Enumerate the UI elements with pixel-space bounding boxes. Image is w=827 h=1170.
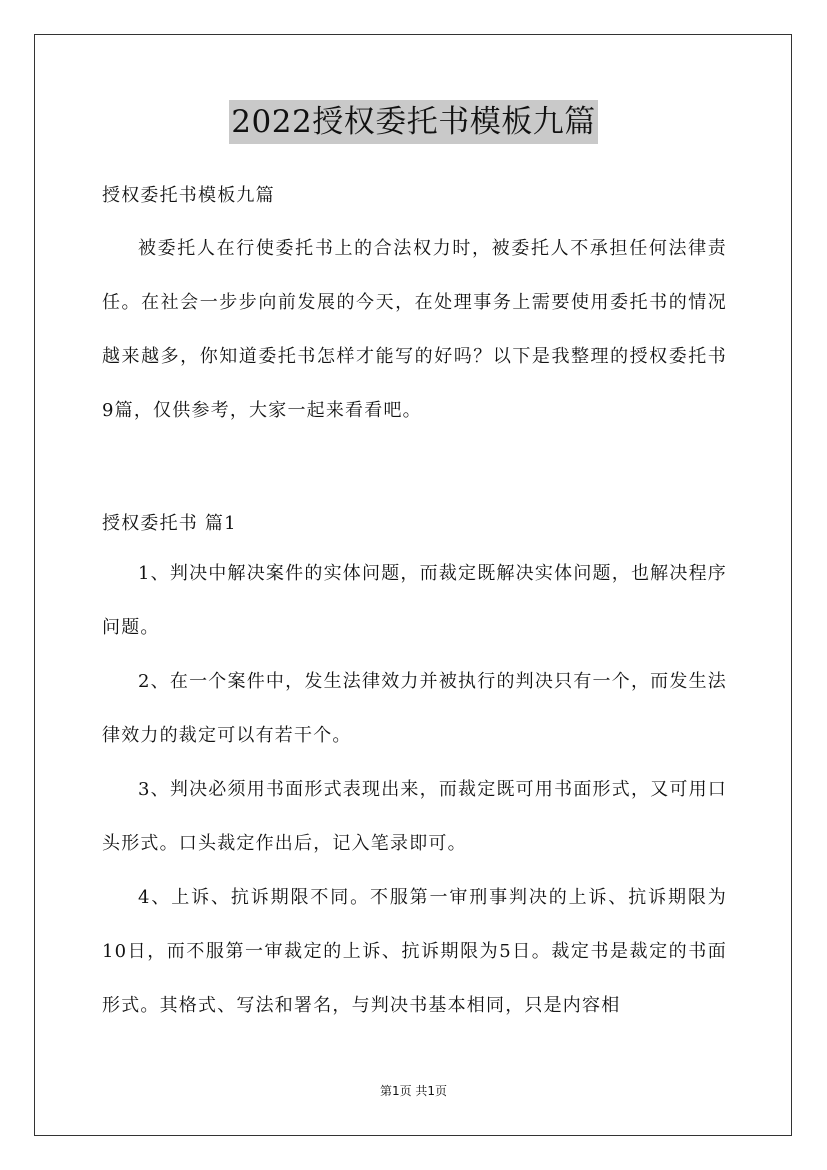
list-item: 4、上诉、抗诉期限不同。不服第一审刑事判决的上诉、抗诉期限为10日，而不服第一审裁定的上诉、抗诉期限为5日。裁定书是裁定的书面形式。其格式、写法和署名，与判决书基本相同，只是内容相 (102, 887, 727, 1016)
list-item: 3、判决必须用书面形式表现出来，而裁定既可用书面形式，又可用口头形式。口头裁定作出后，记入笔录即可。 (102, 779, 727, 854)
list-item: 2、在一个案件中，发生法律效力并被执行的判决只有一个，而发生法律效力的裁定可以有若干个。 (102, 671, 727, 746)
section-heading: 授权委托书 篇1 (102, 513, 237, 534)
document-subtitle: 授权委托书模板九篇 (102, 185, 275, 206)
page-footer: 第1页 共1页 (379, 1084, 448, 1098)
document-title: 2022授权委托书模板九篇 (229, 100, 597, 144)
intro-paragraph: 被委托人在行使委托书上的合法权力时，被委托人不承担任何法律责任。在社会一步步向前发展的今天，在处理事务上需要使用委托书的情况越来越多，你知道委托书怎样才能写的好吗？以下是我整理的授权委托书9篇，仅供参考，大家一起来看看吧。 (102, 238, 727, 421)
title-container (0, 100, 827, 144)
list-item: 1、判决中解决案件的实体问题，而裁定既解决实体问题，也解决程序问题。 (102, 563, 727, 638)
